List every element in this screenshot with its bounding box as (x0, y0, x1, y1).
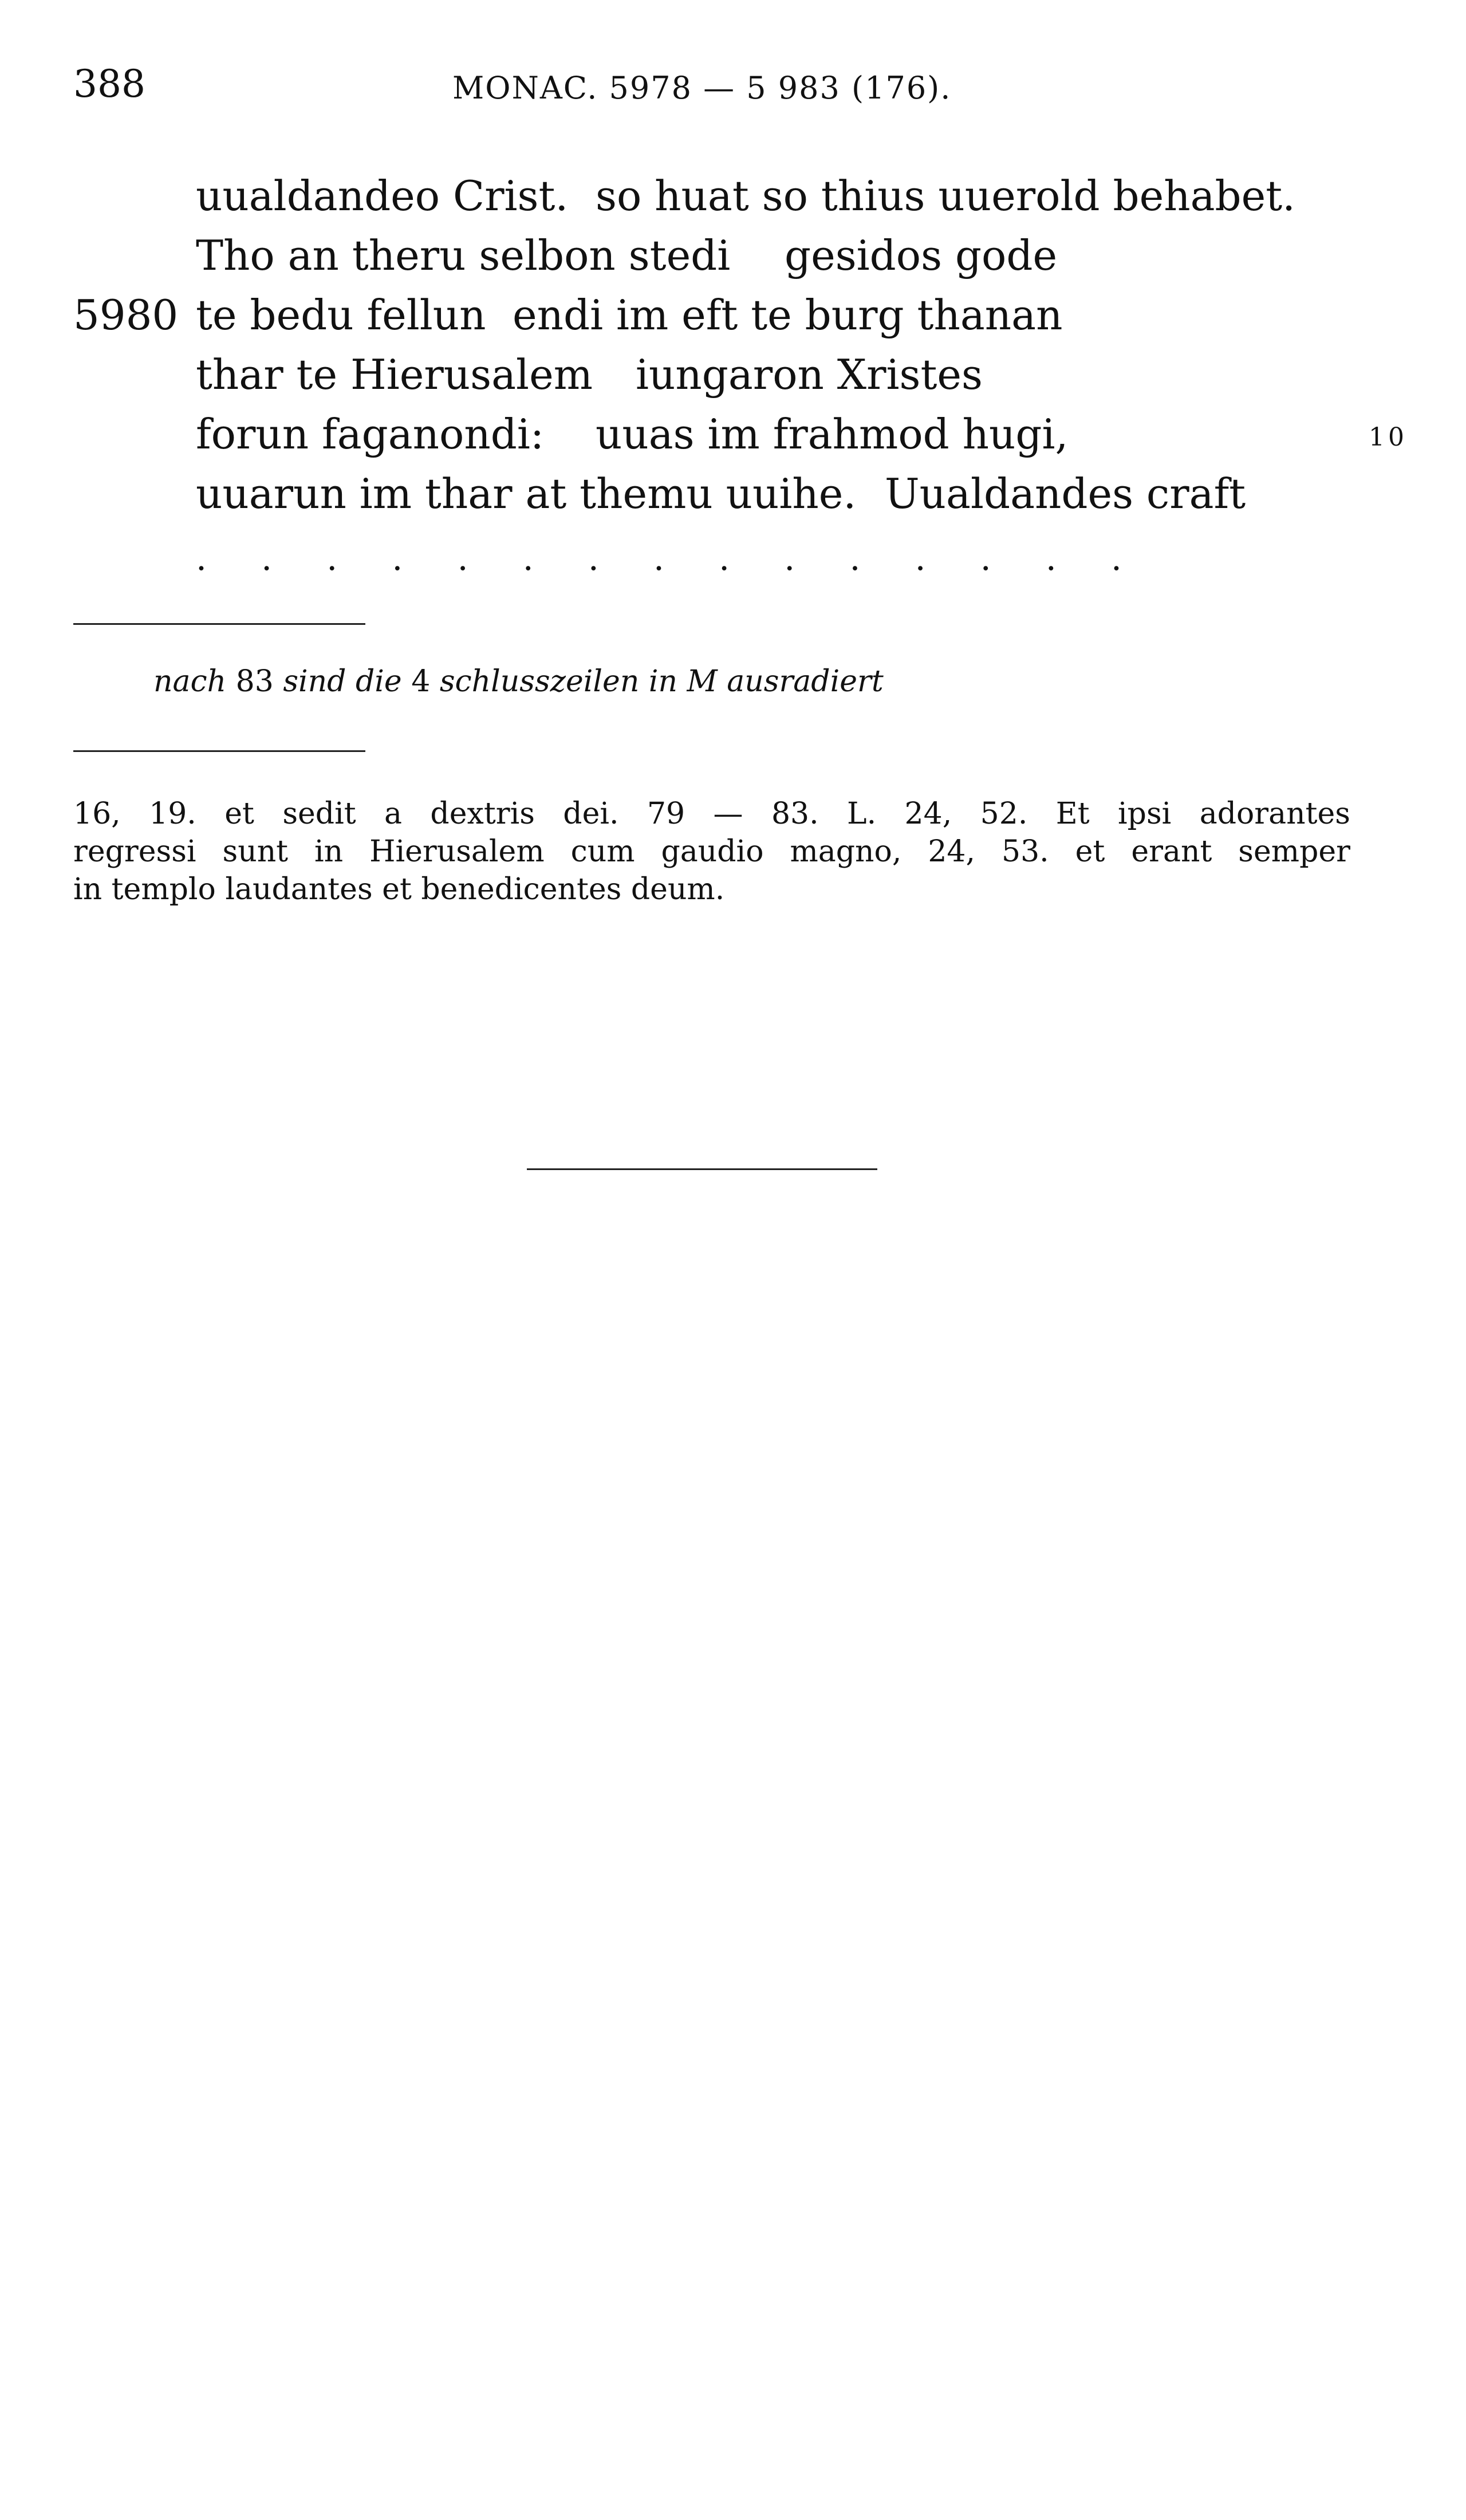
verse-half-a: uuarun im thar at themu uuihe. (196, 470, 857, 518)
verse-line (0, 172, 1466, 229)
verse-half-b: endi im eft te burg thanan (513, 291, 1063, 339)
verse-half-b: gesidos gode (785, 231, 1058, 279)
apparatus-count: 4 (411, 664, 431, 699)
verse-line (0, 470, 1466, 527)
apparatus-word: schlusszeilen in M ausradiert (439, 664, 884, 699)
margin-number: 10 (1369, 423, 1408, 452)
verse-half-a: Tho an theru selbon stedi (196, 231, 731, 279)
commentary-line: in templo laudantes et benedicentes deum. (73, 872, 725, 907)
page-number: 388 (73, 62, 145, 106)
verse-half-b: iungaron Xristes (636, 351, 983, 399)
commentary-line: regressi sunt in Hierusalem cum gaudio magno, 24, 53. et erant semper (73, 834, 1350, 869)
running-head (0, 62, 1466, 119)
verse-half-a: thar te Hierusalem (196, 351, 593, 399)
verse-line (0, 231, 1466, 289)
end-rule (527, 1168, 877, 1170)
verse-half-b: so huat so thius uuerold behabet. (596, 172, 1296, 220)
source-commentary (73, 795, 1350, 908)
verse-half-b: uuas im frahmod hugi, (596, 410, 1069, 458)
verse-half-a: uualdandeo Crist. (196, 172, 569, 220)
verse-half-a: te bedu fellun (196, 291, 486, 339)
omission-dots: · · · · · · · · · · · · · · · (196, 549, 1144, 589)
divider-rule (73, 750, 365, 752)
apparatus-word: nach (153, 664, 227, 699)
verse-half-b: Uualdandes craft (885, 470, 1246, 518)
verse-line (0, 410, 1466, 467)
commentary-line: 16, 19. et sedit a dextris dei. 79 — 83. L. 24, 52. Et ipsi adorantes (73, 797, 1350, 831)
divider-rule (73, 623, 365, 625)
apparatus-note (153, 664, 884, 699)
verse-line (0, 351, 1466, 408)
verse-half-a: forun faganondi: (196, 410, 545, 458)
apparatus-line-ref: 83 (235, 664, 274, 699)
apparatus-word: sind die (283, 664, 402, 699)
verse-line (0, 291, 1466, 348)
line-number: 5980 (73, 291, 179, 339)
running-title: MONAC. 5978 — 5 983 (176). (452, 70, 952, 106)
